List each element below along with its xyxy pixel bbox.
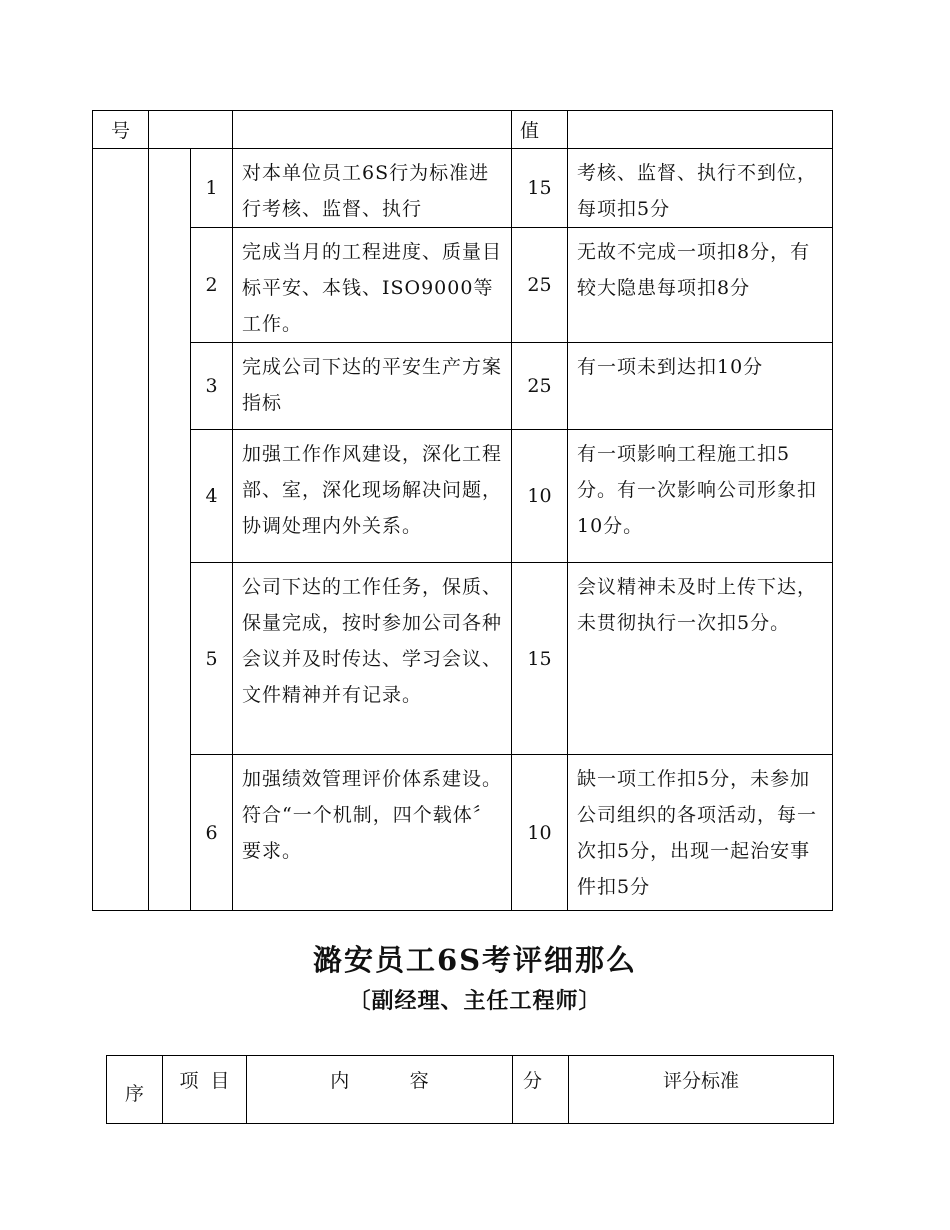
header-criteria-cell: 评分标准 <box>569 1056 834 1124</box>
assessment-table-continued <box>92 110 833 911</box>
row-score: 25 <box>512 228 568 343</box>
table-header-row <box>93 111 833 149</box>
table-row <box>93 563 833 755</box>
header-content-cell: 内 容 <box>247 1056 513 1124</box>
section-subtitle: 〔副经理、主任工程师〕 <box>348 988 602 1014</box>
row-criteria: 会议精神未及时上传下达，未贯彻执行一次扣5分。 <box>568 563 833 755</box>
table-row <box>93 343 833 430</box>
row-number: 6 <box>191 755 233 911</box>
header-no-cell: 号 <box>93 111 149 149</box>
table-row <box>93 149 833 228</box>
row-number: 1 <box>191 149 233 228</box>
header-no-cell: 序 <box>107 1056 163 1124</box>
row-criteria: 有一项影响工程施工扣5分。有一次影响公司形象扣10分。 <box>568 430 833 563</box>
header-item-cell: 项 目 <box>163 1056 247 1124</box>
row-content: 加强绩效管理评价体系建设。符合“一个机制，四个载体〞要求。 <box>233 755 512 911</box>
row-number: 2 <box>191 228 233 343</box>
row-content: 公司下达的工作任务，保质、保量完成，按时参加公司各种会议并及时传达、学习会议、文件精神并有记录。 <box>233 563 512 755</box>
row-content: 完成公司下达的平安生产方案指标 <box>233 343 512 430</box>
assessment-table-header <box>106 1055 834 1124</box>
header-content-cell <box>233 111 512 149</box>
row-content: 加强工作作风建设，深化工程部、室，深化现场解决问题，协调处理内外关系。 <box>233 430 512 563</box>
merged-item-cell <box>149 149 191 911</box>
header-score-cell: 分 <box>513 1056 569 1124</box>
row-criteria: 缺一项工作扣5分，未参加公司组织的各项活动，每一次扣5分，出现一起治安事件扣5分 <box>568 755 833 911</box>
row-score: 15 <box>512 149 568 228</box>
header-item-cell <box>149 111 233 149</box>
row-score: 10 <box>512 755 568 911</box>
merged-no-cell <box>93 149 149 911</box>
row-content: 完成当月的工程进度、质量目标平安、本钱、ISO9000等工作。 <box>233 228 512 343</box>
header-score-cell: 值 <box>512 111 568 149</box>
row-score: 15 <box>512 563 568 755</box>
row-number: 3 <box>191 343 233 430</box>
table-row <box>93 430 833 563</box>
row-criteria: 有一项未到达扣10分 <box>568 343 833 430</box>
row-criteria: 无故不完成一项扣8分，有较大隐患每项扣8分 <box>568 228 833 343</box>
header-criteria-cell <box>568 111 833 149</box>
table-row <box>93 755 833 911</box>
table-row <box>93 228 833 343</box>
row-content: 对本单位员工6S行为标准进行考核、监督、执行 <box>233 149 512 228</box>
table-header-row <box>107 1056 834 1124</box>
row-criteria: 考核、监督、执行不到位，每项扣5分 <box>568 149 833 228</box>
row-number: 4 <box>191 430 233 563</box>
row-score: 10 <box>512 430 568 563</box>
row-score: 25 <box>512 343 568 430</box>
row-number: 5 <box>191 563 233 755</box>
section-title: 潞安员工6S考评细那么 <box>312 943 638 977</box>
